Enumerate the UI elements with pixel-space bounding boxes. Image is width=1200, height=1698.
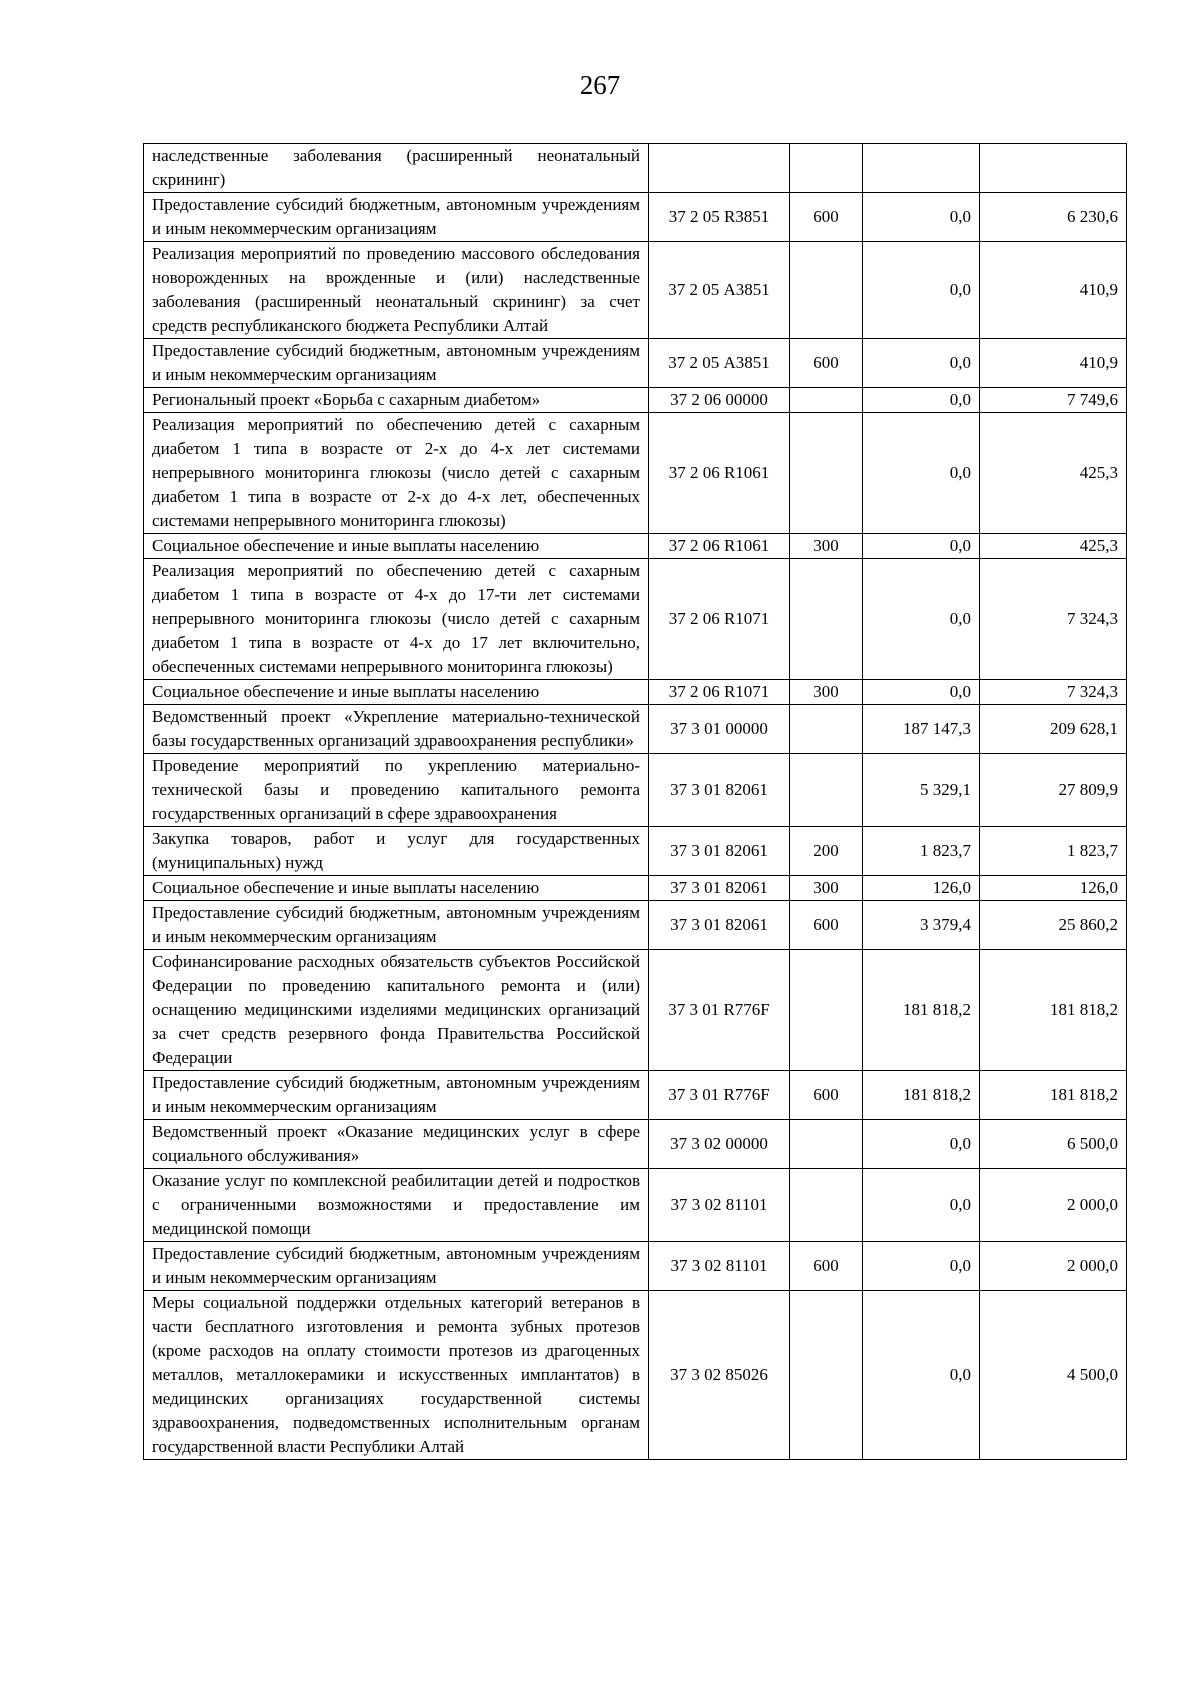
row-code: 37 3 02 85026 [649, 1291, 790, 1460]
row-amount-2: 126,0 [980, 876, 1127, 901]
row-expense-type [790, 705, 863, 754]
table-row [144, 705, 1127, 754]
row-amount-2: 181 818,2 [980, 1071, 1127, 1120]
table-row [144, 193, 1127, 242]
table-row [144, 1071, 1127, 1120]
row-amount-1: 0,0 [863, 388, 980, 413]
row-amount-2: 209 628,1 [980, 705, 1127, 754]
row-name: Ведомственный проект «Оказание медицинских услуг в сфере социального обслуживания» [144, 1120, 649, 1169]
row-name: Закупка товаров, работ и услуг для государственных (муниципальных) нужд [144, 827, 649, 876]
table-row [144, 534, 1127, 559]
row-code: 37 2 05 А3851 [649, 339, 790, 388]
table-row [144, 1242, 1127, 1291]
row-code [649, 144, 790, 193]
table-row [144, 388, 1127, 413]
row-name: Социальное обеспечение и иные выплаты населению [144, 534, 649, 559]
row-name: Оказание услуг по комплексной реабилитации детей и подростков с ограниченными возможностями и предоставление им медицинской помощи [144, 1169, 649, 1242]
table-row [144, 876, 1127, 901]
row-amount-1 [863, 144, 980, 193]
row-code: 37 2 05 А3851 [649, 242, 790, 339]
row-amount-2 [980, 144, 1127, 193]
row-expense-type: 600 [790, 1242, 863, 1291]
row-amount-2: 2 000,0 [980, 1242, 1127, 1291]
row-name: Предоставление субсидий бюджетным, автономным учреждениям и иным некоммерческим организациям [144, 339, 649, 388]
table-row [144, 339, 1127, 388]
row-amount-1: 0,0 [863, 193, 980, 242]
row-expense-type: 600 [790, 339, 863, 388]
row-name: Предоставление субсидий бюджетным, автономным учреждениям и иным некоммерческим организациям [144, 1242, 649, 1291]
row-amount-2: 410,9 [980, 242, 1127, 339]
table-row [144, 950, 1127, 1071]
row-amount-1: 181 818,2 [863, 1071, 980, 1120]
row-name: Региональный проект «Борьба с сахарным диабетом» [144, 388, 649, 413]
row-amount-2: 27 809,9 [980, 754, 1127, 827]
row-name: Реализация мероприятий по проведению массового обследования новорожденных на врожденные и (или) наследственные заболевания (расширенный неонатальный скрининг) за счет средств республиканского бюджета Республики Алтай [144, 242, 649, 339]
table-row [144, 559, 1127, 680]
table-row [144, 413, 1127, 534]
row-amount-1: 0,0 [863, 1291, 980, 1460]
table-row [144, 1291, 1127, 1460]
row-amount-1: 3 379,4 [863, 901, 980, 950]
table-row [144, 242, 1127, 339]
row-amount-1: 0,0 [863, 1242, 980, 1291]
row-name: Софинансирование расходных обязательств субъектов Российской Федерации по проведению капитального ремонта и (или) оснащению медицинскими изделиями медицинских организаций за счет средств резервного фонда Правительства Российской Федерации [144, 950, 649, 1071]
row-amount-1: 187 147,3 [863, 705, 980, 754]
row-code: 37 3 01 R776F [649, 950, 790, 1071]
row-amount-2: 2 000,0 [980, 1169, 1127, 1242]
row-amount-1: 126,0 [863, 876, 980, 901]
row-name: Предоставление субсидий бюджетным, автономным учреждениям и иным некоммерческим организациям [144, 1071, 649, 1120]
row-amount-1: 0,0 [863, 242, 980, 339]
table-row [144, 1120, 1127, 1169]
row-amount-1: 0,0 [863, 1120, 980, 1169]
row-name: наследственные заболевания (расширенный неонатальный скрининг) [144, 144, 649, 193]
row-code: 37 2 06 R1071 [649, 680, 790, 705]
row-name: Проведение мероприятий по укреплению материально-технической базы и проведению капитального ремонта государственных организаций в сфере здравоохранения [144, 754, 649, 827]
table-row [144, 827, 1127, 876]
row-code: 37 3 02 00000 [649, 1120, 790, 1169]
row-amount-1: 0,0 [863, 559, 980, 680]
row-amount-1: 0,0 [863, 1169, 980, 1242]
row-expense-type [790, 1291, 863, 1460]
row-expense-type: 300 [790, 534, 863, 559]
row-name: Реализация мероприятий по обеспечению детей с сахарным диабетом 1 типа в возрасте от 2-х до 4-х лет системами непрерывного мониторинга глюкозы (число детей с сахарным диабетом 1 типа в возрасте от 2-х до 4-х лет, обеспеченных системами непрерывного мониторинга глюкозы) [144, 413, 649, 534]
table-row [144, 144, 1127, 193]
row-expense-type: 200 [790, 827, 863, 876]
row-amount-2: 410,9 [980, 339, 1127, 388]
row-name: Меры социальной поддержки отдельных категорий ветеранов в части бесплатного изготовления и ремонта зубных протезов (кроме расходов на оплату стоимости протезов из драгоценных металлов, металлокерамики и искусственных имплантатов) в медицинских организациях государственной системы здравоохранения, подведомственных исполнительным органам государственной власти Республики Алтай [144, 1291, 649, 1460]
row-amount-2: 7 324,3 [980, 559, 1127, 680]
row-expense-type [790, 388, 863, 413]
row-code: 37 3 01 82061 [649, 754, 790, 827]
row-amount-2: 6 500,0 [980, 1120, 1127, 1169]
row-code: 37 2 06 R1061 [649, 413, 790, 534]
row-amount-2: 7 324,3 [980, 680, 1127, 705]
row-amount-2: 25 860,2 [980, 901, 1127, 950]
row-name: Социальное обеспечение и иные выплаты населению [144, 876, 649, 901]
row-amount-2: 425,3 [980, 534, 1127, 559]
row-amount-2: 1 823,7 [980, 827, 1127, 876]
row-amount-1: 0,0 [863, 413, 980, 534]
row-amount-2: 6 230,6 [980, 193, 1127, 242]
row-code: 37 2 05 R3851 [649, 193, 790, 242]
row-expense-type: 600 [790, 193, 863, 242]
row-expense-type [790, 144, 863, 193]
row-name: Ведомственный проект «Укрепление материально-технической базы государственных организаций здравоохранения республики» [144, 705, 649, 754]
row-expense-type: 600 [790, 1071, 863, 1120]
row-code: 37 3 02 81101 [649, 1242, 790, 1291]
row-code: 37 3 01 82061 [649, 901, 790, 950]
page-number: 267 [579, 70, 621, 100]
budget-table-body [144, 144, 1127, 1460]
table-row [144, 1169, 1127, 1242]
row-name: Реализация мероприятий по обеспечению детей с сахарным диабетом 1 типа в возрасте от 4-х до 17-ти лет системами непрерывного мониторинга глюкозы (число детей с сахарным диабетом 1 типа в возрасте от 4-х до 17 лет включительно, обеспеченных системами непрерывного мониторинга глюкозы) [144, 559, 649, 680]
row-amount-1: 5 329,1 [863, 754, 980, 827]
row-code: 37 3 01 R776F [649, 1071, 790, 1120]
table-row [144, 680, 1127, 705]
row-expense-type [790, 1120, 863, 1169]
row-expense-type: 300 [790, 876, 863, 901]
row-name: Социальное обеспечение и иные выплаты населению [144, 680, 649, 705]
row-amount-2: 4 500,0 [980, 1291, 1127, 1460]
row-expense-type: 600 [790, 901, 863, 950]
row-amount-1: 1 823,7 [863, 827, 980, 876]
row-code: 37 2 06 00000 [649, 388, 790, 413]
row-code: 37 3 01 82061 [649, 827, 790, 876]
row-amount-2: 7 749,6 [980, 388, 1127, 413]
row-amount-1: 181 818,2 [863, 950, 980, 1071]
table-row [144, 901, 1127, 950]
row-expense-type [790, 559, 863, 680]
row-expense-type [790, 1169, 863, 1242]
row-amount-1: 0,0 [863, 339, 980, 388]
row-expense-type [790, 413, 863, 534]
row-code: 37 3 02 81101 [649, 1169, 790, 1242]
row-code: 37 3 01 82061 [649, 876, 790, 901]
row-name: Предоставление субсидий бюджетным, автономным учреждениям и иным некоммерческим организациям [144, 901, 649, 950]
table-row [144, 754, 1127, 827]
row-amount-1: 0,0 [863, 534, 980, 559]
row-expense-type [790, 754, 863, 827]
row-code: 37 3 01 00000 [649, 705, 790, 754]
row-amount-2: 181 818,2 [980, 950, 1127, 1071]
budget-table [143, 143, 1127, 1460]
row-name: Предоставление субсидий бюджетным, автономным учреждениям и иным некоммерческим организациям [144, 193, 649, 242]
row-amount-2: 425,3 [980, 413, 1127, 534]
row-expense-type: 300 [790, 680, 863, 705]
row-code: 37 2 06 R1061 [649, 534, 790, 559]
row-expense-type [790, 242, 863, 339]
row-code: 37 2 06 R1071 [649, 559, 790, 680]
row-amount-1: 0,0 [863, 680, 980, 705]
row-expense-type [790, 950, 863, 1071]
